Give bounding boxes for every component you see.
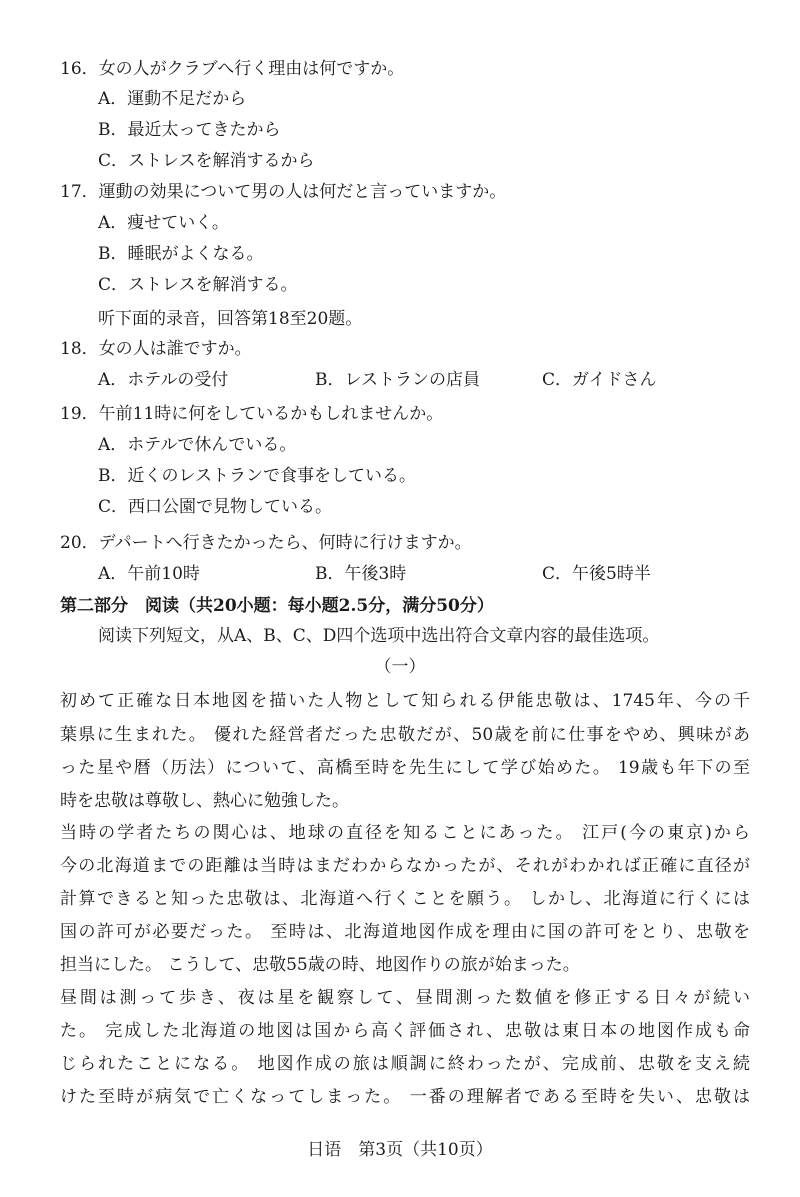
question-20: 20．デパートへ行きたかったら、何時に行けますか。 [60,533,472,553]
q20-option-c: C．午後5時半 [542,564,651,584]
passage-line: 国の許可が必要だった。 至時は、北海道地図作成を理由に国の許可をとり、忠敬を [60,922,750,942]
question-18: 18．女の人は誰ですか。 [60,339,252,359]
question-19: 19．午前11時に何をしているかもしれませんか。 [60,404,444,424]
q18-option-a: A．ホテルの受付 [98,370,229,390]
q16-option-c: C．ストレスを解消するから [98,151,315,171]
passage-line: た。 完成した北海道の地図は国から高く評価され、忠敬は東日本の地図作成も命 [60,1021,750,1041]
passage-line: 今の北海道までの距離は当時はまだわからなかったが、それがわかれば正確に直径が [60,856,750,876]
q20-option-b: B．午後3時 [315,564,407,584]
passage-line: った星や暦（历法）について、高橋至時を先生にして学び始めた。 19歳も年下の至 [60,758,750,778]
q19-option-c: C．西口公園で見物している。 [98,497,333,517]
page-footer: 日语 第3页（共10页） [307,1140,493,1160]
passage-line: じられたことになる。 地図作成の旅は順調に終わったが、完成前、忠敬を支え続 [60,1054,750,1074]
q18-option-c: C．ガイドさん [542,370,657,390]
question-17: 17．運動の効果について男の人は何だと言っていますか。 [60,182,507,202]
q16-option-a: A．運動不足だから [98,89,247,109]
passage-line: 葉県に生まれた。 優れた経営者だった忠敬だが、50歳を前に仕事をやめ、興味があ [60,725,750,745]
q20-option-a: A．午前10時 [98,564,200,584]
section-heading: 第二部分 阅读（共20小题：每小题2.5分，满分50分） [60,596,494,616]
q16-option-b: B．最近太ってきたから [98,120,281,140]
q17-option-b: B．睡眠がよくなる。 [98,244,264,264]
q17-option-a: A．痩せていく。 [98,213,229,233]
passage-line: けた至時が病気で亡くなってしまった。 一番の理解者である至時を失い、忠敬は [60,1087,750,1107]
q19-option-a: A．ホテルで休んでいる。 [98,435,297,455]
passage-line: 初めて正確な日本地図を描いた人物として知られる伊能忠敬は、1745年、今の千 [60,691,750,711]
passage-line: 担当にした。 こうして、忠敬55歳の時、地図作りの旅が始まった。 [60,955,580,975]
q18-option-b: B．レストランの店員 [315,370,480,390]
reading-instruction: 阅读下列短文，从A、B、C、D四个选项中选出符合文章内容的最佳选项。 [98,626,660,646]
q17-option-c: C．ストレスを解消する。 [98,275,298,295]
question-16: 16．女の人がクラブへ行く理由は何ですか。 [60,59,405,79]
passage-line: 当時の学者たちの関心は、地球の直径を知ることにあった。 江戸(今の東京)から [60,823,750,843]
passage-number: （一） [374,657,426,677]
passage-line: 昼間は測って歩き、夜は星を観察して、昼間測った数値を修正する日々が続い [60,988,750,1008]
passage-line: 時を忠敬は尊敬し、熱心に勉強した。 [60,791,349,811]
listening-instruction: 听下面的录音，回答第18至20题。 [98,309,363,329]
passage-line: 計算できると知った忠敬は、北海道へ行くことを願う。 しかし、北海道に行くには [60,889,750,909]
q19-option-b: B．近くのレストランで食事をしている。 [98,466,416,486]
